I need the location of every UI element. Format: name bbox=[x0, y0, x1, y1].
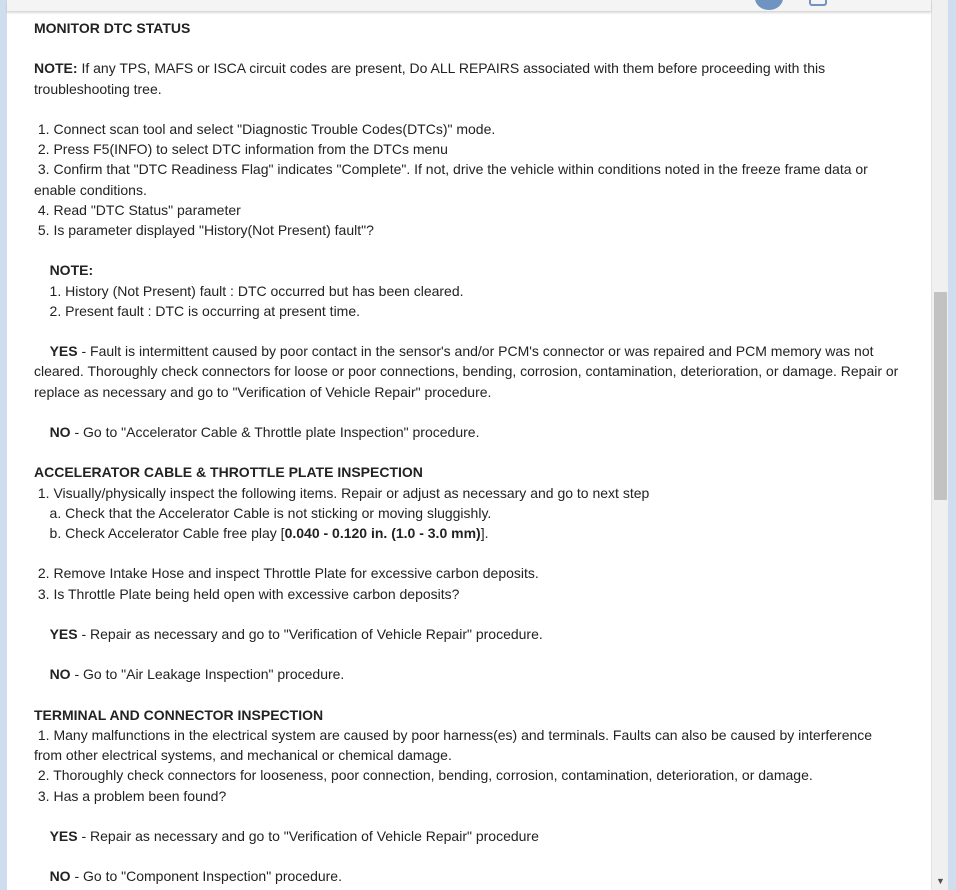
text-span: - Go to "Accelerator Cable & Throttle plate Inspection" procedure. bbox=[70, 423, 480, 440]
bold-text: NO bbox=[49, 666, 71, 683]
blank-line bbox=[34, 38, 924, 58]
text-line: a. Check that the Accelerator Cable is not sticking or moving sluggishly. bbox=[34, 504, 492, 521]
bold-text: NOTE: bbox=[49, 262, 94, 279]
scrollbar-thumb[interactable] bbox=[934, 292, 947, 500]
text-line: 3. Has a problem been found? bbox=[34, 787, 227, 804]
blank-line bbox=[34, 846, 924, 866]
text-line: 2. Thoroughly check connectors for looseness, poor connection, bending, corrosion, contamination, deterioration, or damage. bbox=[34, 767, 813, 784]
text-span: If any TPS, MAFS or ISCA circuit codes are present, Do ALL REPAIRS associated with them before proceeding with this bbox=[77, 60, 826, 77]
scroll-down-arrow-icon[interactable]: ▼ bbox=[936, 876, 945, 886]
text-line bbox=[34, 260, 924, 280]
top-toolbar bbox=[7, 0, 931, 12]
text-line bbox=[34, 58, 924, 78]
blank-line bbox=[34, 806, 924, 826]
text-line: replace as necessary and go to "Verification of Vehicle Repair" procedure. bbox=[34, 383, 492, 400]
text-line: 2. Press F5(INFO) to select DTC information from the DTCs menu bbox=[34, 141, 448, 158]
bold-text: NOTE: bbox=[34, 60, 78, 77]
text-span: ]. bbox=[480, 524, 489, 541]
text-line: 2. Remove Intake Hose and inspect Throttle Plate for excessive carbon deposits. bbox=[34, 565, 539, 582]
blank-line bbox=[34, 321, 924, 341]
text-span bbox=[34, 666, 50, 682]
text-line: cleared. Thoroughly check connectors for loose or poor connections, bending, corrosion, contamination, deterioration, or damage. Repair or bbox=[34, 363, 899, 380]
text-line bbox=[34, 624, 924, 644]
bold-text: YES bbox=[49, 827, 78, 844]
text-line: 1. Visually/physically inspect the following items. Repair or adjust as necessary and go to next step bbox=[34, 484, 650, 501]
text-line: 2. Present fault : DTC is occurring at present time. bbox=[34, 302, 361, 319]
blank-line bbox=[34, 604, 924, 624]
text-span bbox=[34, 424, 50, 440]
text-span bbox=[34, 626, 50, 642]
bold-text: 0.040 - 0.120 in. (1.0 - 3.0 mm) bbox=[284, 524, 481, 541]
text-span: - Go to "Air Leakage Inspection" procedure. bbox=[70, 666, 345, 683]
text-line: 5. Is parameter displayed "History(Not Present) fault"? bbox=[34, 222, 374, 238]
text-line: 3. Is Throttle Plate being held open with excessive carbon deposits? bbox=[34, 585, 460, 602]
user-avatar-icon[interactable] bbox=[755, 0, 783, 10]
text-line: 1. Connect scan tool and select "Diagnostic Trouble Codes(DTCs)" mode. bbox=[34, 120, 496, 137]
blank-line bbox=[34, 402, 924, 422]
text-span: - Fault is intermittent caused by poor contact in the sensor's and/or PCM's connector or was repaired and PCM memory was not bbox=[77, 343, 874, 360]
blank-line bbox=[34, 442, 924, 462]
document-content bbox=[34, 18, 924, 887]
blank-line bbox=[34, 543, 924, 563]
text-line: enable conditions. bbox=[34, 181, 147, 198]
vertical-scrollbar[interactable] bbox=[931, 0, 949, 890]
text-line bbox=[34, 826, 924, 846]
text-span: - Go to "Component Inspection" procedure. bbox=[70, 868, 342, 885]
text-line: 4. Read "DTC Status" parameter bbox=[34, 201, 241, 218]
text-line bbox=[34, 866, 924, 886]
bold-text: NO bbox=[49, 868, 71, 885]
section-heading: ACCELERATOR CABLE & THROTTLE PLATE INSPECTION bbox=[34, 464, 423, 481]
text-span: - Repair as necessary and go to "Verification of Vehicle Repair" procedure bbox=[77, 827, 539, 844]
section-heading: TERMINAL AND CONNECTOR INSPECTION bbox=[34, 706, 324, 723]
text-line bbox=[34, 341, 924, 361]
bold-text: YES bbox=[49, 343, 78, 360]
text-span bbox=[34, 828, 50, 844]
blank-line bbox=[34, 685, 924, 705]
blank-line bbox=[34, 99, 924, 119]
text-span bbox=[34, 262, 50, 278]
text-line bbox=[34, 523, 924, 543]
text-line bbox=[34, 422, 924, 442]
text-span bbox=[34, 343, 50, 359]
bold-text: YES bbox=[49, 625, 78, 642]
section-heading: MONITOR DTC STATUS bbox=[34, 20, 191, 36]
text-line: 1. Many malfunctions in the electrical system are caused by poor harness(es) and terminals. Faults can also be caused by interference bbox=[34, 726, 873, 743]
blank-line bbox=[34, 644, 924, 664]
bold-text: NO bbox=[49, 423, 71, 440]
window-frame-left bbox=[0, 0, 7, 890]
text-span bbox=[34, 868, 50, 884]
text-line: 3. Confirm that "DTC Readiness Flag" indicates "Complete". If not, drive the vehicle within conditions noted in the freeze frame data or bbox=[34, 161, 868, 178]
text-line: 1. History (Not Present) fault : DTC occurred but has been cleared. bbox=[34, 282, 464, 299]
document-panel bbox=[7, 0, 931, 890]
text-line: from other electrical systems, and mechanical or chemical damage. bbox=[34, 747, 452, 764]
text-span: - Repair as necessary and go to "Verification of Vehicle Repair" procedure. bbox=[77, 625, 543, 642]
text-line bbox=[34, 664, 924, 684]
text-line: troubleshooting tree. bbox=[34, 80, 162, 97]
window-frame-right bbox=[948, 0, 956, 890]
document-icon[interactable] bbox=[809, 0, 827, 6]
blank-line bbox=[34, 240, 924, 260]
text-span: b. Check Accelerator Cable free play [ bbox=[34, 524, 285, 541]
